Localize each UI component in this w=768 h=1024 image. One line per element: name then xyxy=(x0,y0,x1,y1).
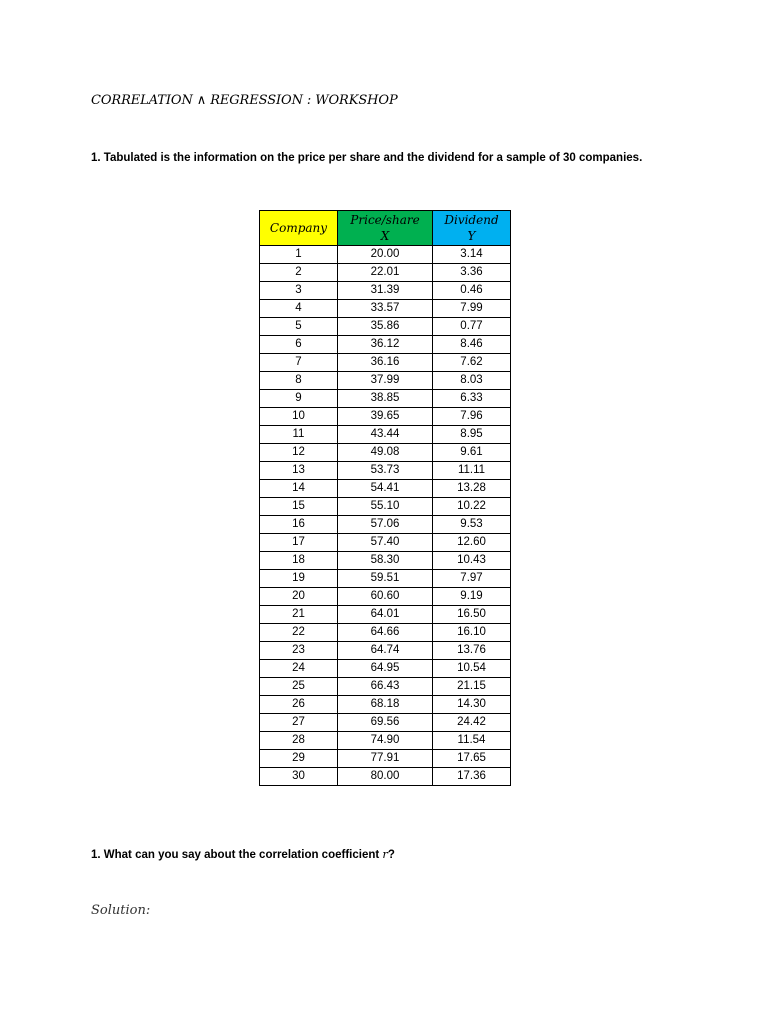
dividend-cell: 0.46 xyxy=(433,282,511,300)
company-cell: 21 xyxy=(260,606,338,624)
price-cell: 64.66 xyxy=(338,624,433,642)
company-cell: 2 xyxy=(260,264,338,282)
price-cell: 35.86 xyxy=(338,318,433,336)
price-cell: 54.41 xyxy=(338,480,433,498)
table-row xyxy=(260,462,511,480)
table-row xyxy=(260,408,511,426)
company-cell: 24 xyxy=(260,660,338,678)
company-cell: 15 xyxy=(260,498,338,516)
table-row xyxy=(260,552,511,570)
price-cell: 43.44 xyxy=(338,426,433,444)
company-cell: 25 xyxy=(260,678,338,696)
table-row xyxy=(260,570,511,588)
dividend-cell: 7.62 xyxy=(433,354,511,372)
table-row xyxy=(260,426,511,444)
table-row xyxy=(260,606,511,624)
table-row xyxy=(260,264,511,282)
price-cell: 38.85 xyxy=(338,390,433,408)
company-cell: 1 xyxy=(260,246,338,264)
price-cell: 53.73 xyxy=(338,462,433,480)
table-header-row xyxy=(260,211,511,246)
company-cell: 4 xyxy=(260,300,338,318)
dividend-cell: 9.61 xyxy=(433,444,511,462)
table-row xyxy=(260,354,511,372)
table-row xyxy=(260,480,511,498)
price-cell: 68.18 xyxy=(338,696,433,714)
price-cell: 39.65 xyxy=(338,408,433,426)
company-cell: 9 xyxy=(260,390,338,408)
price-cell: 64.01 xyxy=(338,606,433,624)
dividend-cell: 10.22 xyxy=(433,498,511,516)
table-row xyxy=(260,534,511,552)
table-row xyxy=(260,588,511,606)
dividend-cell: 16.50 xyxy=(433,606,511,624)
price-cell: 58.30 xyxy=(338,552,433,570)
company-cell: 6 xyxy=(260,336,338,354)
question-1: 1. Tabulated is the information on the price per share and the dividend for a sample of 30 companies. xyxy=(91,152,643,164)
company-cell: 14 xyxy=(260,480,338,498)
table-row xyxy=(260,444,511,462)
table-row xyxy=(260,390,511,408)
dividend-cell: 0.77 xyxy=(433,318,511,336)
price-cell: 57.40 xyxy=(338,534,433,552)
dividend-cell: 12.60 xyxy=(433,534,511,552)
header-dividend xyxy=(433,211,511,246)
company-cell: 13 xyxy=(260,462,338,480)
question-2 xyxy=(91,847,395,861)
table-row xyxy=(260,318,511,336)
price-cell: 33.57 xyxy=(338,300,433,318)
table-row xyxy=(260,768,511,786)
dividend-cell: 16.10 xyxy=(433,624,511,642)
table-row xyxy=(260,696,511,714)
question-2-variable: r xyxy=(382,847,388,861)
table-row xyxy=(260,246,511,264)
company-cell: 12 xyxy=(260,444,338,462)
dividend-cell: 11.54 xyxy=(433,732,511,750)
price-cell: 64.74 xyxy=(338,642,433,660)
table-row xyxy=(260,732,511,750)
table-row xyxy=(260,678,511,696)
dividend-cell: 8.95 xyxy=(433,426,511,444)
table-row xyxy=(260,336,511,354)
table-row xyxy=(260,372,511,390)
price-cell: 66.43 xyxy=(338,678,433,696)
price-cell: 49.08 xyxy=(338,444,433,462)
dividend-cell: 13.28 xyxy=(433,480,511,498)
dividend-cell: 3.36 xyxy=(433,264,511,282)
company-cell: 11 xyxy=(260,426,338,444)
dividend-cell: 14.30 xyxy=(433,696,511,714)
company-cell: 10 xyxy=(260,408,338,426)
dividend-cell: 10.54 xyxy=(433,660,511,678)
dividend-cell: 17.65 xyxy=(433,750,511,768)
price-cell: 77.91 xyxy=(338,750,433,768)
table-row xyxy=(260,516,511,534)
table-row xyxy=(260,750,511,768)
price-cell: 64.95 xyxy=(338,660,433,678)
price-cell: 80.00 xyxy=(338,768,433,786)
company-cell: 17 xyxy=(260,534,338,552)
table-row xyxy=(260,498,511,516)
table-row xyxy=(260,714,511,732)
dividend-cell: 10.43 xyxy=(433,552,511,570)
solution-label: Solution: xyxy=(91,903,151,918)
dividend-cell: 24.42 xyxy=(433,714,511,732)
dividend-cell: 3.14 xyxy=(433,246,511,264)
table-row xyxy=(260,300,511,318)
price-cell: 55.10 xyxy=(338,498,433,516)
price-cell: 59.51 xyxy=(338,570,433,588)
price-cell: 22.01 xyxy=(338,264,433,282)
question-2-suffix: ? xyxy=(387,849,395,861)
table-body xyxy=(260,246,511,786)
price-cell: 31.39 xyxy=(338,282,433,300)
company-cell: 8 xyxy=(260,372,338,390)
dividend-cell: 6.33 xyxy=(433,390,511,408)
price-cell: 20.00 xyxy=(338,246,433,264)
dividend-cell: 13.76 xyxy=(433,642,511,660)
header-price-variable: X xyxy=(380,229,390,243)
header-company xyxy=(260,211,338,246)
company-cell: 18 xyxy=(260,552,338,570)
price-cell: 37.99 xyxy=(338,372,433,390)
price-cell: 57.06 xyxy=(338,516,433,534)
company-cell: 16 xyxy=(260,516,338,534)
header-company-label: Company xyxy=(269,221,328,235)
header-dividend-variable: Y xyxy=(467,229,476,243)
dividend-cell: 8.46 xyxy=(433,336,511,354)
header-price xyxy=(338,211,433,246)
table-row xyxy=(260,660,511,678)
dividend-cell: 9.53 xyxy=(433,516,511,534)
company-cell: 22 xyxy=(260,624,338,642)
table-row xyxy=(260,642,511,660)
dividend-cell: 8.03 xyxy=(433,372,511,390)
company-cell: 30 xyxy=(260,768,338,786)
dividend-cell: 9.19 xyxy=(433,588,511,606)
company-cell: 26 xyxy=(260,696,338,714)
question-2-text: 1. What can you say about the correlation coefficient xyxy=(91,849,383,861)
price-cell: 60.60 xyxy=(338,588,433,606)
dividend-cell: 7.99 xyxy=(433,300,511,318)
price-cell: 36.16 xyxy=(338,354,433,372)
data-table xyxy=(259,210,511,786)
company-cell: 3 xyxy=(260,282,338,300)
price-cell: 74.90 xyxy=(338,732,433,750)
price-cell: 69.56 xyxy=(338,714,433,732)
company-cell: 27 xyxy=(260,714,338,732)
company-cell: 29 xyxy=(260,750,338,768)
table-row xyxy=(260,282,511,300)
header-price-label: Price/share xyxy=(350,213,420,227)
dividend-cell: 7.97 xyxy=(433,570,511,588)
header-dividend-label: Dividend xyxy=(444,213,499,227)
dividend-cell: 17.36 xyxy=(433,768,511,786)
company-cell: 20 xyxy=(260,588,338,606)
page-title: CORRELATION ∧ REGRESSION : WORKSHOP xyxy=(91,93,398,108)
company-cell: 5 xyxy=(260,318,338,336)
company-cell: 7 xyxy=(260,354,338,372)
dividend-cell: 7.96 xyxy=(433,408,511,426)
dividend-cell: 11.11 xyxy=(433,462,511,480)
company-cell: 19 xyxy=(260,570,338,588)
table-row xyxy=(260,624,511,642)
dividend-cell: 21.15 xyxy=(433,678,511,696)
price-cell: 36.12 xyxy=(338,336,433,354)
company-cell: 28 xyxy=(260,732,338,750)
company-cell: 23 xyxy=(260,642,338,660)
